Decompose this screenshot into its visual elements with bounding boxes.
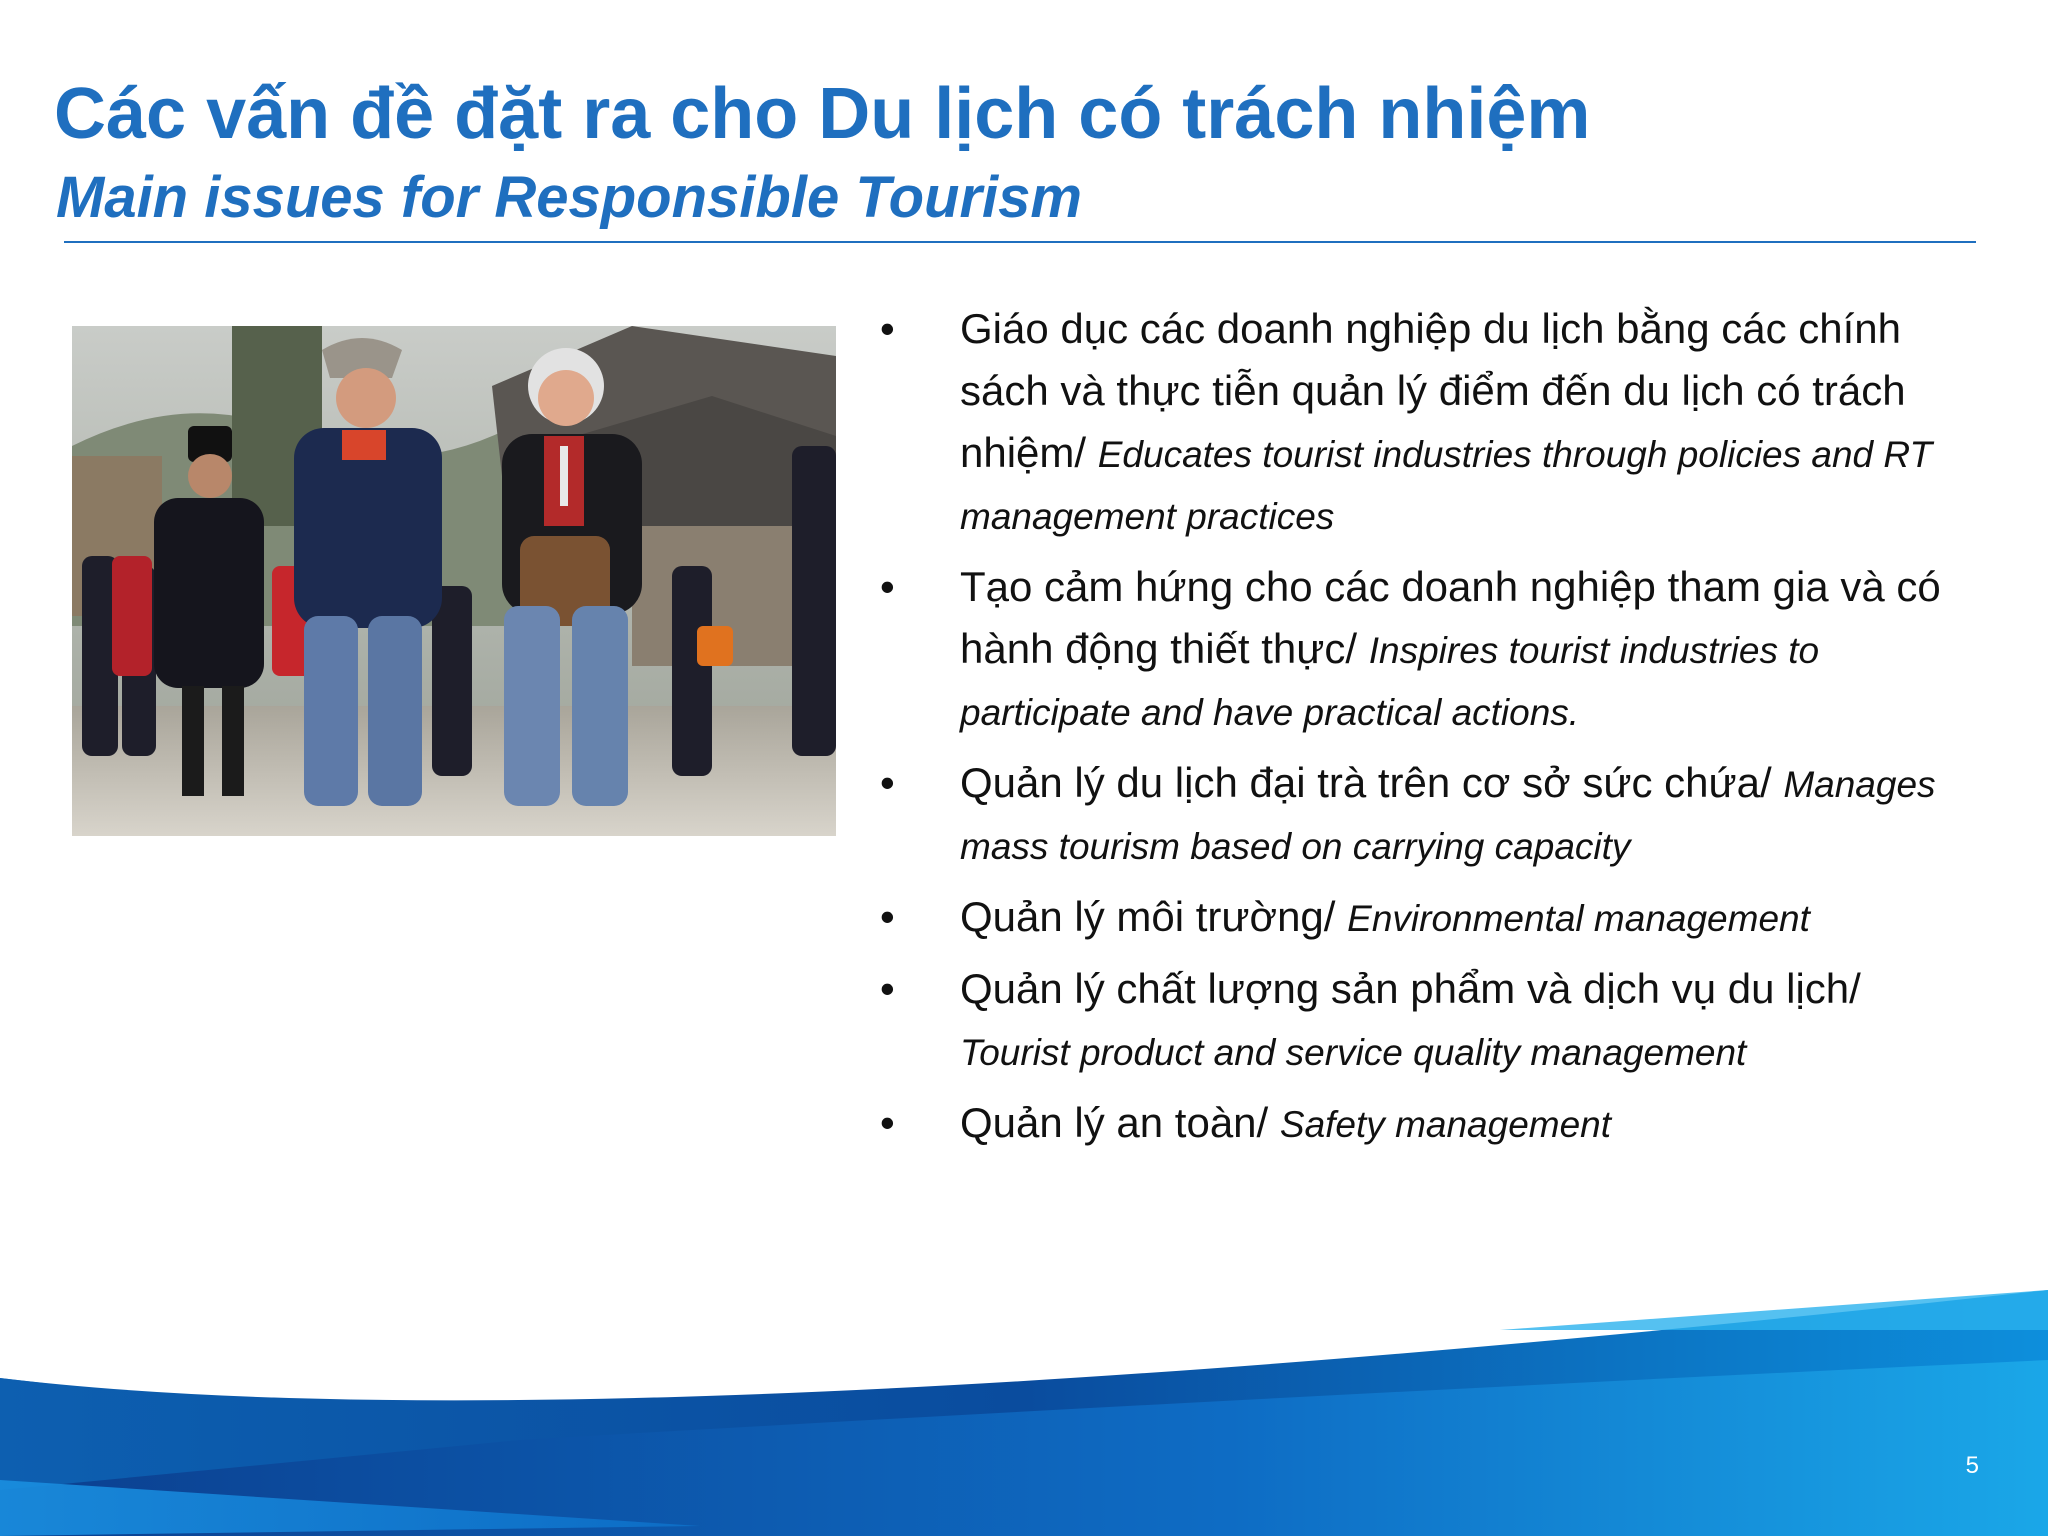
- bullet-glyph: •: [880, 563, 895, 610]
- tourists-photo: [72, 326, 836, 836]
- bullet-text-en: Environmental management: [1347, 898, 1810, 939]
- issues-list: [880, 298, 1976, 1164]
- bullet-text-en: Inspires tourist industries to participate and have practical actions.: [960, 630, 1820, 733]
- slide-subtitle: Main issues for Responsible Tourism: [56, 165, 1082, 230]
- list-item: [880, 1092, 1976, 1154]
- bullet-text-vi: Giáo dục các doanh nghiệp du lịch bằng các chính sách và thực tiễn quản lý điểm đến du lịch có trách nhiệm/: [960, 305, 1906, 476]
- bullet-glyph: •: [880, 893, 895, 940]
- footer-wave: [0, 1290, 2048, 1536]
- bullet-glyph: •: [880, 965, 895, 1012]
- list-item: [880, 556, 1976, 742]
- bullet-text-vi: Quản lý chất lượng sản phẩm và dịch vụ du lịch/: [960, 965, 1861, 1012]
- bullet-text-vi: Tạo cảm hứng cho các doanh nghiệp tham gia và có hành động thiết thực/: [960, 563, 1941, 672]
- bullet-glyph: •: [880, 759, 895, 806]
- list-item: [880, 886, 1976, 948]
- bullet-text-en: Educates tourist industries through policies and RT management practices: [960, 434, 1933, 537]
- bullet-text-vi: Quản lý môi trường/: [960, 893, 1348, 940]
- bullet-glyph: •: [880, 1099, 895, 1146]
- bullet-text-en: Safety management: [1279, 1104, 1612, 1145]
- title-divider: [64, 241, 1976, 243]
- list-item: [880, 298, 1976, 546]
- list-item: [880, 958, 1976, 1082]
- bullet-text-vi: Quản lý an toàn/: [960, 1099, 1280, 1146]
- bullet-text-vi: Quản lý du lịch đại trà trên cơ sở sức chứa/: [960, 759, 1784, 806]
- bullet-text-en: Manages mass tourism based on carrying capacity: [960, 764, 1936, 867]
- list-item: [880, 752, 1976, 876]
- bullet-text-en: Tourist product and service quality management: [960, 1032, 1747, 1073]
- page-number: 5: [1965, 1452, 1979, 1479]
- bullet-glyph: •: [880, 305, 895, 352]
- slide-title: Các vấn đề đặt ra cho Du lịch có trách nhiệm: [54, 74, 1591, 154]
